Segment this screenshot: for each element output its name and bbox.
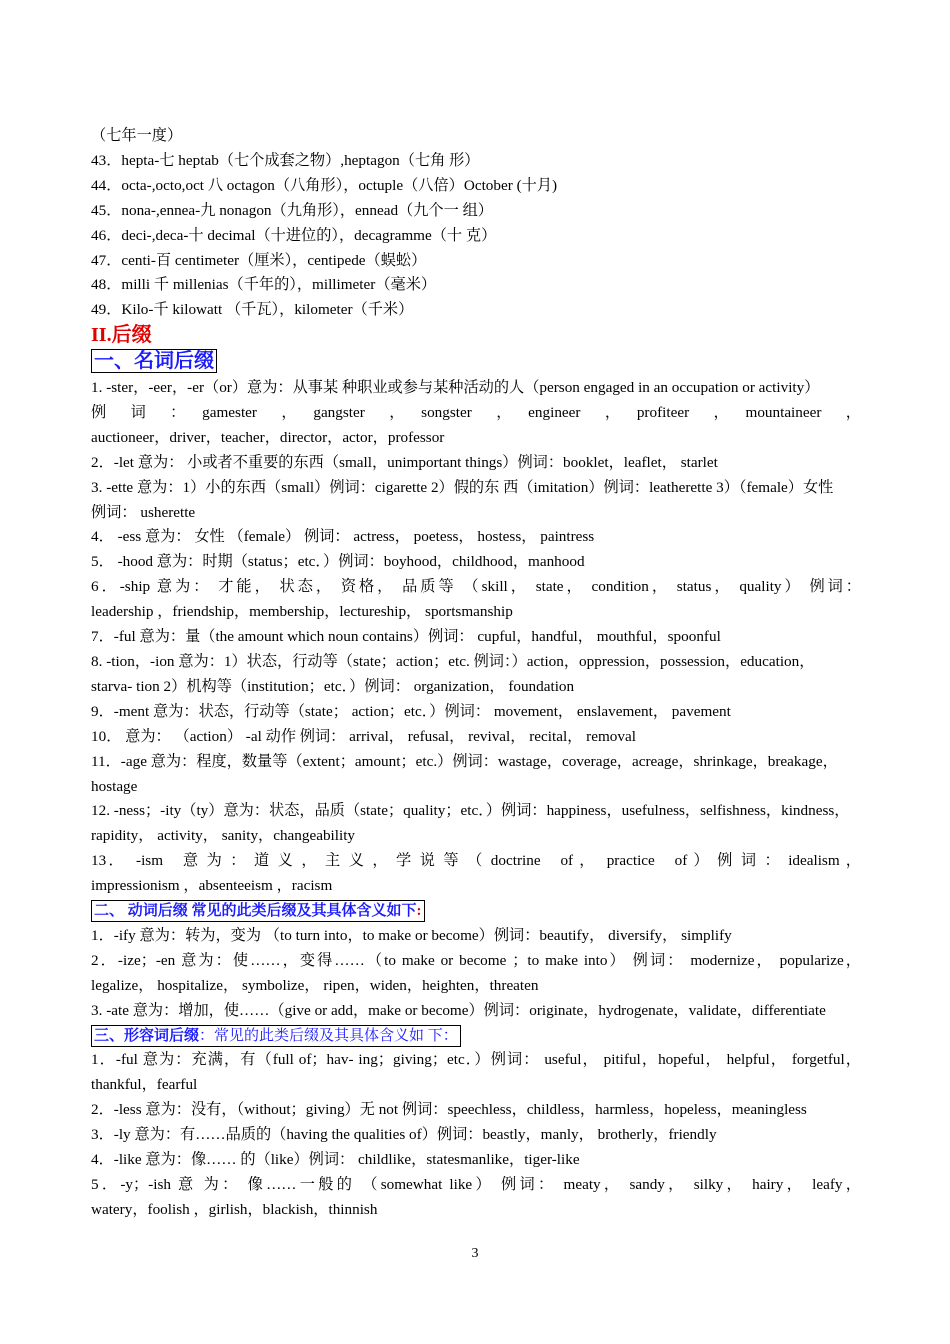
text-line: 4．-like 意为：像…… 的（like）例词： childlike，statesmanlike，tiger-like <box>91 1151 580 1169</box>
text-line: 10． 意为： （action） -al 动作 例词： arrival， refusal， revival， recital， removal <box>91 727 636 745</box>
text-line: 3. -ate 意为：增加，使……（give or add，make or become）例词：originate，hydrogenate，validate，differentiate <box>91 1001 826 1019</box>
text-line: 1．-ful 意为：充满，有（full of；hav- ing；giving；etc．）例词： useful， pitiful，hopeful， helpful， forgetful， <box>91 1051 861 1069</box>
document-page <box>91 124 861 1223</box>
text-line: 12. -ness；-ity（ty）意为：状态，品质（state；quality；etc．）例词：happiness，usefulness，selfishness，kindness， <box>91 802 850 820</box>
text-line: hostage <box>91 777 138 795</box>
text-line: watery，foolish ，girlish，blackish，thinnish <box>91 1200 378 1218</box>
adjective-suffix-heading <box>91 1025 461 1047</box>
text-line: 44．octa-,octo,oct 八 octagon（八角形），octuple（八倍）October (十月) <box>91 176 558 194</box>
text-line: 2．-less 意为：没有，（without；giving）无 not 例词：speechless，childless，harmless，hopeless，meaningless <box>91 1101 807 1119</box>
text-line: 6．-ship 意为： 才能， 状态， 资格， 品质等 （skill， state， condition， status， quality） 例词： <box>91 578 861 596</box>
adjective-suffix-heading-text: ：常见的此类后缀及其具体含义如 下： <box>199 1027 458 1044</box>
text-line: 例词： usherette <box>91 503 196 521</box>
suffix-section-title: II.后缀 <box>91 324 152 347</box>
text-line: 43．hepta-七 heptab（七个成套之物）,heptagon（七角 形） <box>91 151 480 169</box>
text-line: legalize， hospitalize， symbolize， ripen，widen，heighten，threaten <box>91 976 539 994</box>
text-line: 5． -hood 意为：时期（status；etc．）例词：boyhood，childhood，manhood <box>91 553 585 571</box>
text-line: 2．-ize；-en 意为：使……，变得……（to make or become ；to make into） 例词： modernize， popularize， <box>91 951 861 969</box>
text-line: 1. -ster，-eer，-er（or）意为：从事某 种职业或参与某种活动的人（person engaged in an occupation or activity） <box>91 379 820 397</box>
verb-suffix-heading-colon: : <box>416 903 422 920</box>
adjective-suffix-list <box>91 1048 861 1222</box>
text-line: 5．-y；-ish 意 为： 像……一般的 （somewhat like） 例词： meaty， sandy， silky， hairy， leafy， <box>91 1175 861 1193</box>
prefix-list <box>91 124 861 323</box>
text-line: 3. -ette 意为：1）小的东西（small）例词：cigarette 2）假的东 西（imitation）例词：leatherette 3）（female）女性 <box>91 478 834 496</box>
text-line: 3．-ly 意为：有……品质的（having the qualities of）例词：beastly，manly， brotherly，friendly <box>91 1126 717 1144</box>
verb-suffix-list <box>91 924 861 1024</box>
text-line: 9．-ment 意为：状态，行动等（state； action；etc．）例词： movement， enslavement， pavement <box>91 702 731 720</box>
text-line: starva- tion 2）机构等（institution；etc．）例词： organization， foundation <box>91 677 575 695</box>
text-line: 49．Kilo-千 kilowatt （千瓦），kilometer（千米） <box>91 301 414 319</box>
text-line: 46．deci-,deca-十 decimal（十进位的），decagramme（十 克） <box>91 226 497 244</box>
verb-suffix-heading-text: 二、 动词后缀 常见的此类后缀及其具体含义如下 <box>94 903 417 920</box>
text-line: 4． -ess 意为： 女性 （female） 例词： actress， poetess， hostess， paintress <box>91 528 595 546</box>
text-line: leadership ，friendship，membership，lectureship， sportsmanship <box>91 603 513 621</box>
text-line: 45．nona-,ennea-九 nonagon（九角形），ennead（九个一 组） <box>91 201 493 219</box>
text-line: impressionism ，absenteeism ，racism <box>91 877 333 895</box>
text-line: 1．-ify 意为：转为，变为 （to turn into，to make or become）例词：beautify， diversify， simplify <box>91 926 732 944</box>
text-line: 13． -ism 意 为 ： 道 义 ， 主 义 ， 学 说 等 （ doctrine of ， practice of ） 例 词 ： idealism ， <box>91 852 861 870</box>
text-line: 8. -tion，-ion 意为：1）状态，行动等（state；action；etc. 例词：）action，oppression，possession，education， <box>91 653 815 670</box>
text-line: 例 词 ： gamester ， gangster ， songster ， engineer ， profiteer ， mountaineer ， <box>91 403 861 421</box>
text-line: 7．-ful 意为：量（the amount which noun contains）例词： cupful，handful， mouthful，spoonful <box>91 628 721 646</box>
text-line: 11．-age 意为：程度，数量等（extent；amount；etc.）例词：wastage，coverage，acreage，shrinkage，breakage， <box>91 752 838 770</box>
noun-suffix-list <box>91 376 861 899</box>
text-line: 2．-let 意为： 小或者不重要的东西（small，unimportant things）例词：booklet，leaflet， starlet <box>91 453 718 471</box>
text-line: auctioneer，driver，teacher，director，actor，professor <box>91 428 445 446</box>
text-line: 48．milli 千 millenias（千年的），millimeter（毫米） <box>91 276 437 294</box>
verb-suffix-heading <box>91 900 425 922</box>
text-line: thankful，fearful <box>91 1076 198 1094</box>
noun-suffix-heading: 一、名词后缀 <box>91 349 217 373</box>
adjective-suffix-heading-bold: 三、形容词后缀 <box>94 1027 200 1044</box>
page-number: 3 <box>471 1246 479 1261</box>
text-line: rapidity， activity， sanity，changeability <box>91 827 356 845</box>
text-line: 47．centi-百 centimeter（厘米），centipede（蜈蚣） <box>91 251 427 269</box>
text-line: （七年一度） <box>91 127 183 144</box>
